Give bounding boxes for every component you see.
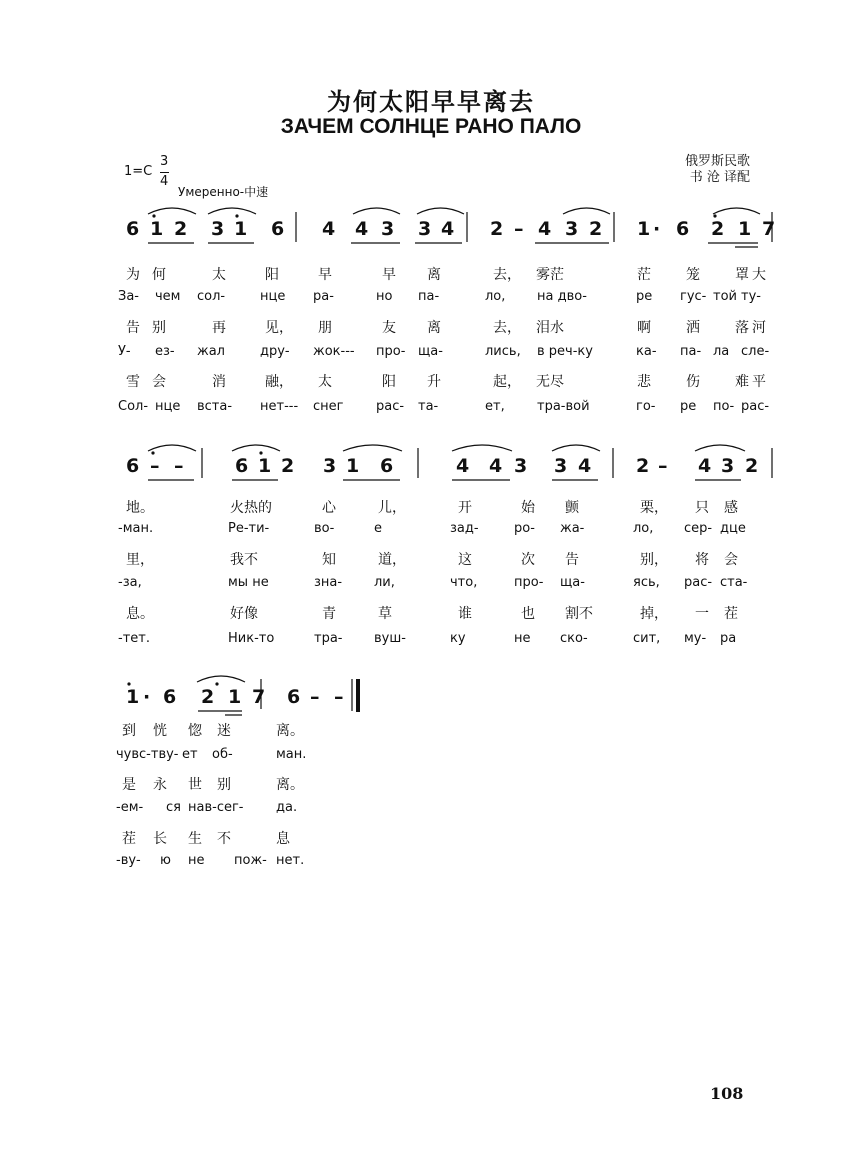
lyric-russian: ясь, [633, 575, 660, 590]
lyric-chinese: 啊 [637, 320, 651, 336]
lyric-chinese: 青 [322, 606, 336, 622]
lyric-chinese: 离。 [276, 723, 304, 739]
lyric-chinese: 落 [735, 320, 749, 336]
lyric-chinese: 永 [153, 777, 167, 793]
lyric-russian: па- [418, 289, 440, 304]
note: 3 [514, 455, 528, 477]
lyric-chinese: 去， [493, 267, 521, 283]
note: – [658, 455, 668, 477]
lyric-chinese: 割不 [565, 606, 593, 622]
lyric-russian: ет, [485, 399, 505, 414]
lyric-russian: -ву- [116, 853, 141, 868]
lyric-chinese: 无尽 [536, 374, 564, 390]
note: 2 [490, 218, 504, 240]
lyric-russian: е [374, 521, 382, 536]
page-number: 108 [710, 1084, 744, 1103]
lyric-russian: ла [713, 344, 730, 359]
note: 2 [174, 218, 188, 240]
note: 4 [456, 455, 470, 477]
lyric-russian: об- [212, 747, 233, 762]
lyric-chinese: 悲 [637, 374, 651, 390]
lyric-russian: ез- [155, 344, 175, 359]
note: 7 [762, 218, 776, 240]
note: 1 [150, 218, 164, 240]
lyric-chinese: 笼 [686, 267, 700, 283]
note: 3 [721, 455, 735, 477]
lyric-russian: ли, [374, 575, 395, 590]
lyric-chinese: 地。 [126, 500, 154, 516]
note: · [653, 218, 661, 240]
note: 4 [578, 455, 592, 477]
lyric-chinese: 泪水 [536, 320, 564, 336]
lyric-chinese: 掉， [640, 606, 668, 622]
lyric-russian: не [188, 853, 205, 868]
lyric-chinese: 息 [276, 831, 290, 847]
lyric-chinese: 开 [458, 500, 472, 516]
lyric-chinese: 伤 [686, 374, 700, 390]
lyric-russian: нце [260, 289, 286, 304]
lyric-chinese: 洒 [686, 320, 700, 336]
lyric-chinese: 太 [318, 374, 332, 390]
lyric-russian: да. [276, 800, 298, 815]
lyric-chinese: 融， [265, 374, 293, 390]
note: 1 [346, 455, 360, 477]
note: 6 [163, 686, 177, 708]
note: 7 [252, 686, 266, 708]
lyric-russian: сол- [197, 289, 226, 304]
time-signature-bottom: 4 [160, 174, 169, 189]
lyric-russian: Ник-то [228, 631, 275, 646]
lyric-chinese: 河 [752, 320, 766, 336]
time-signature-top: 3 [160, 154, 169, 169]
lyric-chinese: 栗， [640, 500, 668, 516]
lyric-chinese: 离。 [276, 777, 304, 793]
lyric-russian: не [514, 631, 531, 646]
lyric-russian: нет. [276, 853, 305, 868]
lyric-russian: та- [418, 399, 439, 414]
lyric-chinese: 朋 [318, 320, 332, 336]
lyric-russian: вста- [197, 399, 233, 414]
lyric-chinese: 茬 [122, 831, 136, 847]
note: 2 [589, 218, 603, 240]
lyric-chinese: 是 [122, 777, 136, 793]
lyric-chinese: 也 [521, 606, 535, 622]
lyric-chinese: 迷 [217, 723, 231, 739]
lyric-russian: чем [155, 289, 181, 304]
lyric-chinese: 告 [126, 320, 140, 336]
lyric-russian: ся [166, 800, 181, 815]
note: 3 [554, 455, 568, 477]
lyric-chinese: 始 [521, 500, 535, 516]
note: 4 [441, 218, 455, 240]
lyric-chinese: 知 [322, 552, 336, 568]
lyric-russian: му- [684, 631, 707, 646]
lyric-chinese: 太 [212, 267, 226, 283]
lyric-chinese: 消 [212, 374, 226, 390]
note: 4 [538, 218, 552, 240]
lyric-russian: За- [118, 289, 139, 304]
lyric-russian: тра-вой [537, 399, 590, 414]
lyric-russian: снег [313, 399, 344, 414]
lyric-russian: ка- [636, 344, 657, 359]
lyric-chinese: 平 [752, 374, 766, 390]
lyric-russian: рас- [684, 575, 713, 590]
lyric-chinese: 早 [318, 267, 332, 283]
lyric-russian: ту- [741, 289, 761, 304]
note: 2 [281, 455, 295, 477]
lyric-chinese: 告 [565, 552, 579, 568]
lyric-russian: ща- [560, 575, 585, 590]
lyric-chinese: 为 [126, 267, 140, 283]
lyric-chinese: 好像 [230, 606, 258, 622]
lyric-chinese: 儿， [378, 500, 406, 516]
note: – [334, 686, 344, 708]
lyric-chinese: 起， [493, 374, 521, 390]
lyric-chinese: 感 [724, 500, 738, 516]
lyric-russian: вуш- [374, 631, 406, 646]
lyric-chinese: 草 [378, 606, 392, 622]
lyric-chinese: 去， [493, 320, 521, 336]
lyric-russian: Ре-ти- [228, 521, 270, 536]
lyric-chinese: 将 [695, 552, 709, 568]
note: – [310, 686, 320, 708]
lyric-russian: рас- [376, 399, 405, 414]
lyric-russian: сле- [741, 344, 770, 359]
lyric-chinese: 惚 [188, 723, 202, 739]
lyric-russian: ю [160, 853, 171, 868]
lyric-russian: зна- [314, 575, 343, 590]
credit-origin: 俄罗斯民歌 [684, 154, 750, 169]
lyric-russian: -за, [118, 575, 142, 590]
lyric-russian: мы не [228, 575, 269, 590]
lyric-russian: Сол- [118, 399, 149, 414]
lyric-chinese: 离 [427, 267, 441, 283]
time-signature-line [160, 172, 169, 173]
note: 3 [323, 455, 337, 477]
lyric-russian: чувс-тву- [116, 747, 179, 762]
note: 4 [322, 218, 336, 240]
note: 2 [745, 455, 759, 477]
lyric-russian: той [713, 289, 737, 304]
note: – [174, 455, 184, 477]
note: – [514, 218, 524, 240]
lyric-russian: ско- [560, 631, 588, 646]
lyric-chinese: 不 [217, 831, 231, 847]
lyric-chinese: 别 [217, 777, 231, 793]
lyric-russian: ет [182, 747, 198, 762]
lyric-chinese: 息。 [126, 606, 154, 622]
lyric-russian: сер- [684, 521, 713, 536]
lyric-chinese: 别， [640, 552, 668, 568]
note: 2 [636, 455, 650, 477]
lyric-russian: У- [118, 344, 131, 359]
note: 6 [126, 218, 140, 240]
lyric-chinese: 雾茫 [536, 267, 564, 283]
lyric-russian: жок--- [313, 344, 355, 359]
note: 4 [489, 455, 503, 477]
lyric-chinese: 大 [752, 267, 766, 283]
title-chinese: 为何太阳早早离去 [327, 87, 535, 116]
lyric-chinese: 我不 [230, 552, 258, 568]
lyric-russian: дру- [260, 344, 290, 359]
note: 2 [201, 686, 215, 708]
lyric-russian: дце [720, 521, 746, 536]
lyric-russian: что, [450, 575, 478, 590]
lyric-russian: ста- [720, 575, 748, 590]
note: – [150, 455, 160, 477]
lyric-chinese: 道， [378, 552, 406, 568]
lyric-chinese: 恍 [153, 723, 167, 739]
note: 4 [698, 455, 712, 477]
lyric-russian: во- [314, 521, 335, 536]
lyric-russian: ра [720, 631, 737, 646]
lyric-chinese: 雪 [126, 374, 140, 390]
lyric-russian: -тет. [118, 631, 150, 646]
lyric-chinese: 只 [695, 500, 709, 516]
lyric-russian: жа- [560, 521, 585, 536]
lyric-russian: ман. [276, 747, 307, 762]
lyric-russian: но [376, 289, 393, 304]
lyric-chinese: 到 [122, 723, 136, 739]
note: 6 [380, 455, 394, 477]
lyric-chinese: 次 [521, 552, 535, 568]
note: 3 [381, 218, 395, 240]
note: 3 [418, 218, 432, 240]
lyric-russian: нав-сег- [188, 800, 244, 815]
lyric-chinese: 茫 [637, 267, 651, 283]
lyric-russian: ща- [418, 344, 443, 359]
lyric-russian: пож- [234, 853, 267, 868]
lyric-chinese: 罩 [735, 267, 749, 283]
note: 3 [211, 218, 225, 240]
lyric-russian: по- [713, 399, 735, 414]
lyric-chinese: 颤 [565, 500, 579, 516]
lyric-chinese: 茬 [724, 606, 738, 622]
lyric-russian: в реч-ку [537, 344, 593, 359]
note: 6 [287, 686, 301, 708]
lyric-chinese: 一 [695, 606, 709, 622]
lyric-chinese: 长 [153, 831, 167, 847]
tempo-marking: Умеренно-中速 [178, 185, 269, 199]
note: 1 [228, 686, 242, 708]
lyric-chinese: 这 [458, 552, 472, 568]
lyric-russian: -ем- [116, 800, 144, 815]
note: 1 [126, 686, 140, 708]
lyric-russian: ку [450, 631, 466, 646]
lyric-russian: ре [680, 399, 697, 414]
note: · [143, 686, 151, 708]
note: 1 [637, 218, 651, 240]
key-signature: 1=C [124, 164, 153, 179]
lyric-chinese: 见， [265, 320, 293, 336]
note: 6 [271, 218, 285, 240]
lyric-russian: зад- [450, 521, 479, 536]
lyric-russian: гус- [680, 289, 707, 304]
lyric-russian: ре [636, 289, 653, 304]
lyric-chinese: 心 [322, 500, 336, 516]
note: 6 [676, 218, 690, 240]
lyric-chinese: 会 [724, 552, 738, 568]
credit-translator: 书 沧 译配 [689, 170, 750, 185]
note: 3 [565, 218, 579, 240]
lyric-russian: рас- [741, 399, 770, 414]
lyric-russian: про- [514, 575, 544, 590]
lyric-russian: ра- [313, 289, 334, 304]
lyric-russian: тра- [314, 631, 343, 646]
lyric-chinese: 难 [735, 374, 749, 390]
note: 1 [738, 218, 752, 240]
note: 6 [235, 455, 249, 477]
lyric-chinese: 阳 [382, 374, 396, 390]
note: 2 [711, 218, 725, 240]
note: 6 [126, 455, 140, 477]
lyric-chinese: 早 [382, 267, 396, 283]
lyric-chinese: 何 [152, 267, 166, 283]
lyric-chinese: 会 [152, 374, 166, 390]
lyric-chinese: 里， [126, 552, 154, 568]
lyric-russian: -ман. [118, 521, 154, 536]
lyric-chinese: 火热的 [230, 500, 272, 516]
lyric-chinese: 生 [188, 831, 202, 847]
title-russian: ЗАЧЕМ СОЛНЦЕ РАНО ПАЛО [280, 115, 582, 138]
lyric-chinese: 阳 [265, 267, 279, 283]
lyric-russian: про- [376, 344, 406, 359]
lyric-chinese: 谁 [458, 606, 472, 622]
lyric-chinese: 友 [382, 320, 396, 336]
lyric-russian: па- [680, 344, 702, 359]
lyric-chinese: 升 [427, 374, 441, 390]
lyric-chinese: 世 [188, 777, 202, 793]
lyric-chinese: 再 [212, 320, 226, 336]
note: 4 [355, 218, 369, 240]
lyric-chinese: 离 [427, 320, 441, 336]
lyric-russian: лись, [485, 344, 521, 359]
lyric-russian: нет--- [260, 399, 299, 414]
lyric-chinese: 别 [152, 320, 166, 336]
lyric-russian: сит, [633, 631, 661, 646]
lyric-russian: ло, [485, 289, 506, 304]
lyric-russian: ло, [633, 521, 654, 536]
lyric-russian: жал [197, 344, 225, 359]
lyric-russian: ро- [514, 521, 535, 536]
note: 1 [234, 218, 248, 240]
lyric-russian: на дво- [537, 289, 587, 304]
lyric-russian: нце [155, 399, 181, 414]
note: 1 [258, 455, 272, 477]
lyric-russian: го- [636, 399, 656, 414]
